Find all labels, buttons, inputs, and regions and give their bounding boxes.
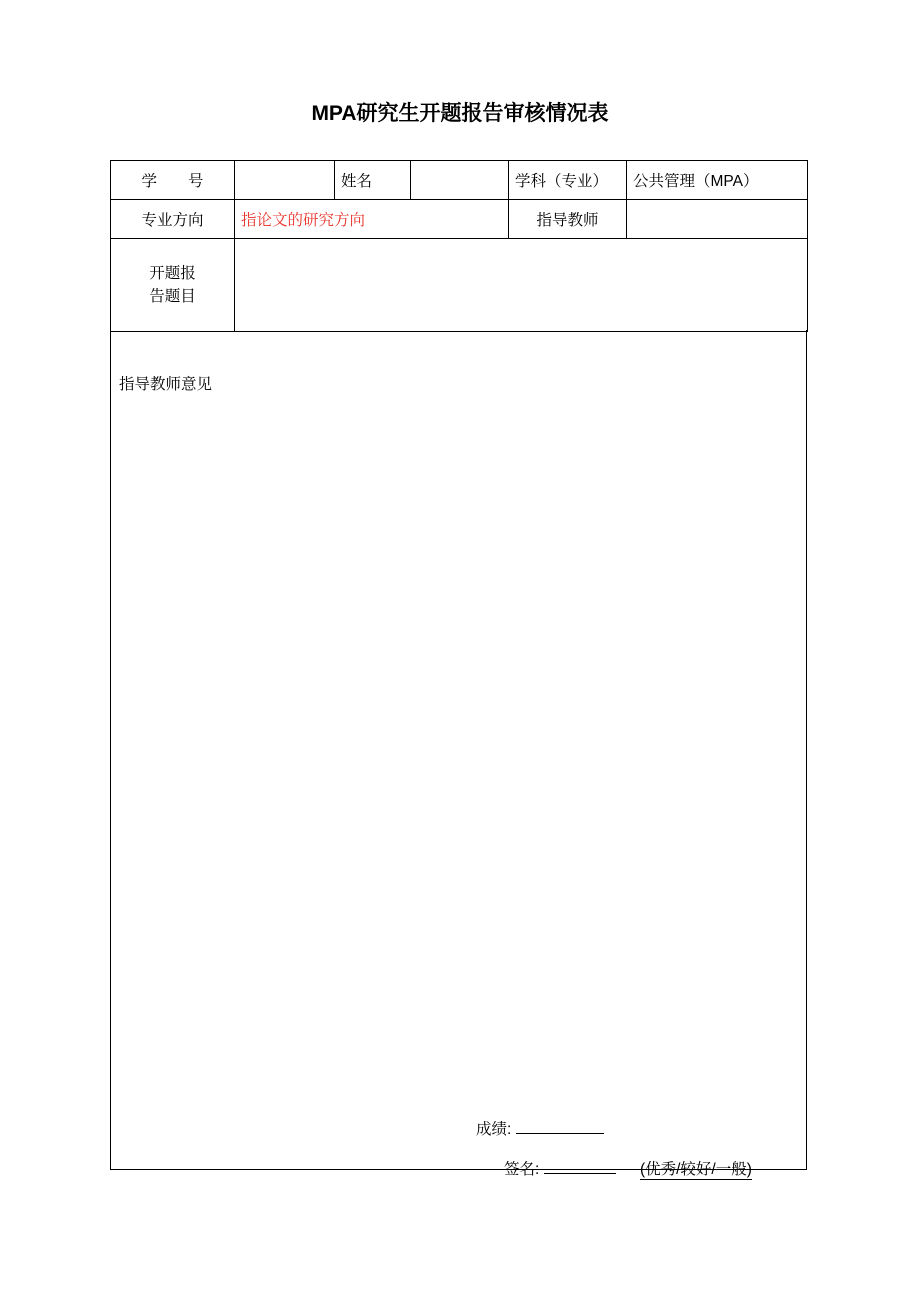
advisor-label: 指导教师	[509, 200, 627, 239]
grade-options: (优秀/较好/一般)	[639, 1161, 752, 1178]
score-line	[476, 1117, 604, 1139]
student-info-table	[110, 160, 808, 332]
topic-label	[111, 239, 235, 332]
signature-line	[504, 1157, 752, 1179]
discipline-value[interactable]: 公共管理（MPA）	[627, 161, 808, 200]
topic-value[interactable]	[235, 239, 808, 332]
signature-value[interactable]	[544, 1173, 616, 1174]
name-value[interactable]	[411, 161, 509, 200]
table-row	[111, 239, 808, 332]
student-id-value[interactable]	[235, 161, 335, 200]
signature-label: 签名:	[504, 1161, 540, 1178]
student-id-label: 学 号	[111, 161, 235, 200]
advisor-value[interactable]	[627, 200, 808, 239]
page-title: MPA研究生开题报告审核情况表	[311, 102, 609, 125]
score-value[interactable]	[516, 1133, 604, 1134]
table-row	[111, 200, 808, 239]
table-row	[111, 161, 808, 200]
research-direction-note[interactable]: 指论文的研究方向	[235, 200, 509, 239]
advisor-opinion-box[interactable]	[110, 330, 807, 1178]
research-direction-label: 专业方向	[111, 200, 235, 239]
topic-label-line2: 告题目	[149, 288, 196, 305]
advisor-opinion-label: 指导教师意见	[119, 376, 213, 393]
name-label: 姓名	[335, 161, 411, 200]
topic-label-line1: 开题报	[149, 264, 196, 282]
score-label: 成绩:	[476, 1121, 512, 1138]
discipline-label: 学科（专业）	[509, 161, 627, 200]
